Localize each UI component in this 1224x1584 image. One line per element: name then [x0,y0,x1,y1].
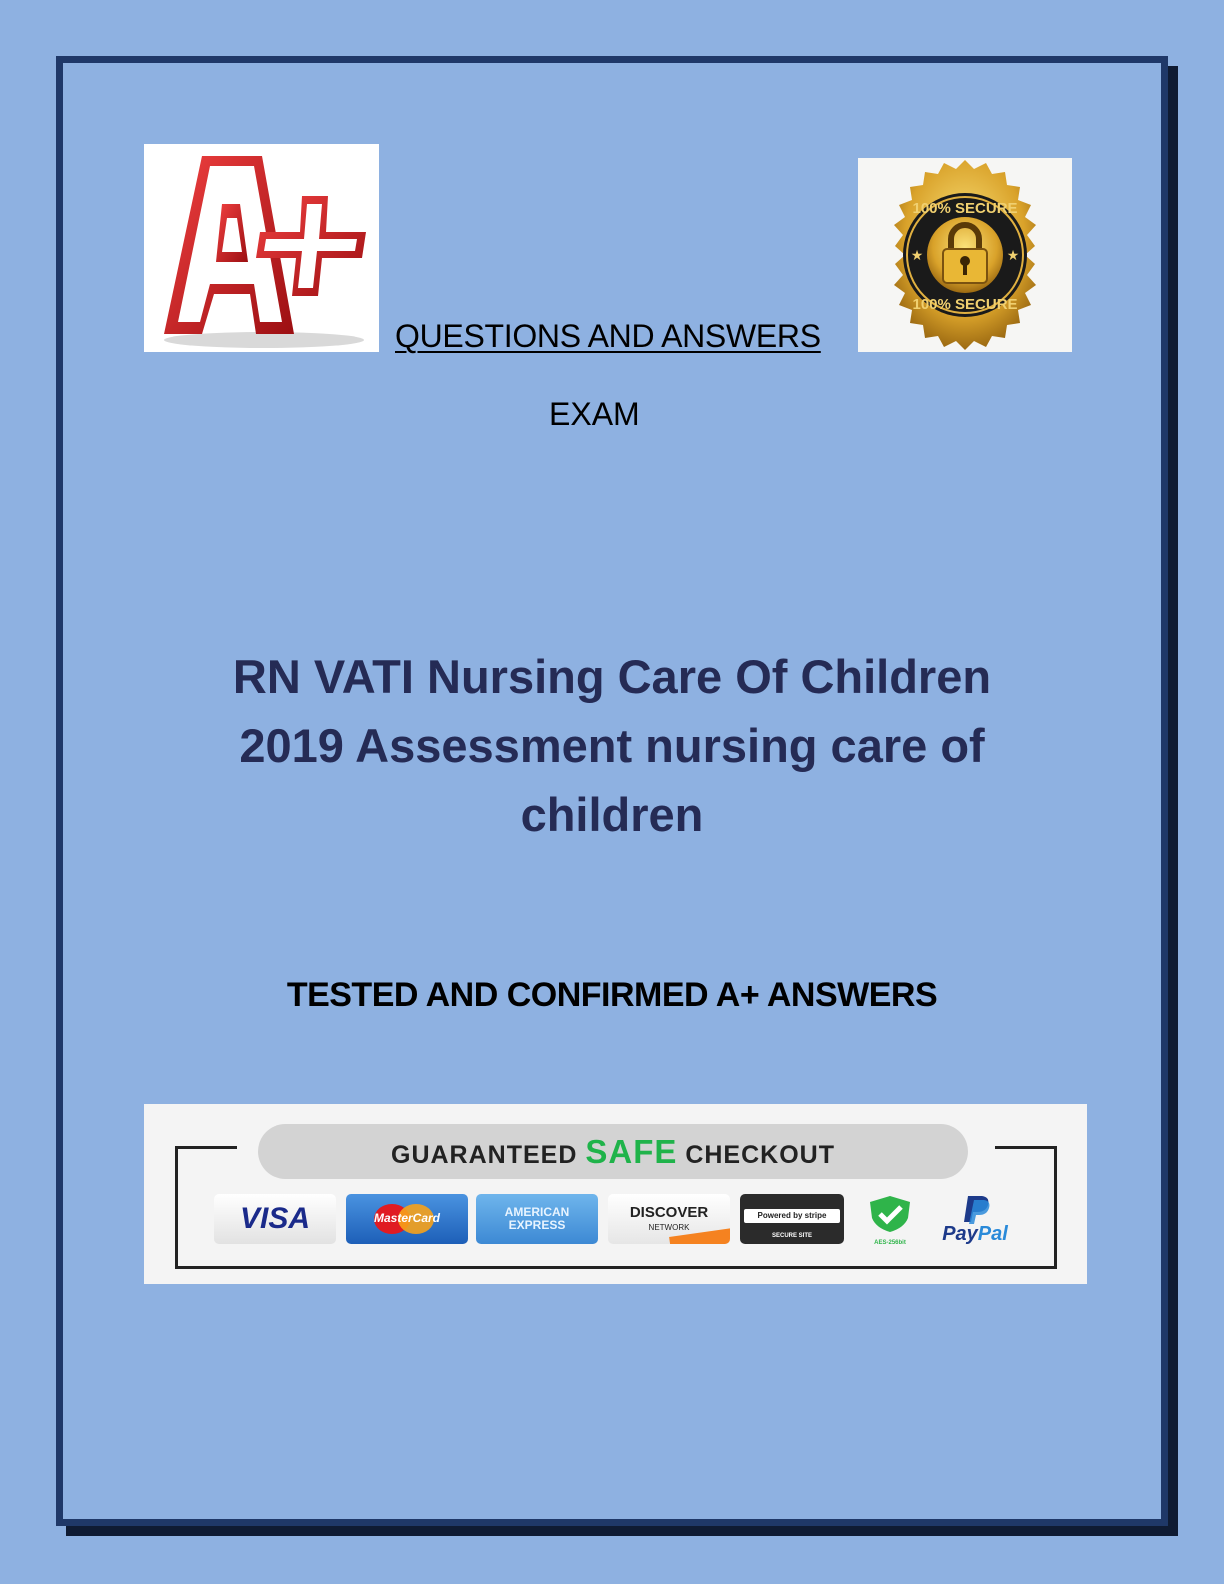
discover-badge [608,1194,730,1244]
svg-text:★: ★ [1006,247,1020,263]
svg-text:100% SECURE: 100% SECURE [912,200,1018,217]
shield-check-icon [862,1194,918,1234]
secure-seal-logo [858,158,1072,352]
checkout-text-before: GUARANTEED [391,1141,578,1169]
mastercard-label: MasterCard [373,1211,441,1225]
a-plus-logo [144,144,379,352]
checkout-text-after: CHECKOUT [685,1141,835,1169]
mastercard-badge [346,1194,468,1244]
checkout-heading [258,1124,968,1179]
paypal-badge [930,1194,1020,1244]
safe-checkout-banner [144,1104,1087,1284]
amex-line2: EXPRESS [508,1218,566,1232]
title-line: children [520,788,704,841]
document-title [170,642,1054,849]
questions-and-answers-heading: QUESTIONS AND ANSWERS [395,318,821,354]
stripe-sub-label: SECURE SITE [771,1233,812,1239]
aes-shield-badge [862,1194,918,1244]
paypal-label: PayPal [942,1223,1008,1244]
svg-text:★: ★ [910,247,924,263]
checkout-safe-text: SAFE [585,1133,678,1170]
discover-sub-label: NETWORK [648,1223,690,1232]
stripe-label: Powered by stripe [744,1209,840,1223]
exam-label: EXAM [549,396,640,432]
stripe-badge [740,1194,844,1244]
paypal-icon [930,1194,1020,1224]
discover-label: DISCOVER [629,1204,709,1221]
visa-badge: VISA [214,1194,336,1244]
title-line: RN VATI Nursing Care Of Children [232,650,992,703]
aes-label: AES-256bit [874,1240,906,1244]
amex-line1: AMERICAN [504,1205,570,1219]
title-line: 2019 Assessment nursing care of [239,719,985,772]
secure-padlock-seal-icon [858,158,1072,352]
a-plus-grade-icon [144,144,379,352]
amex-badge [476,1194,598,1244]
tested-confirmed-label: TESTED AND CONFIRMED A+ ANSWERS [286,976,938,1014]
svg-text:100% SECURE: 100% SECURE [912,296,1018,313]
